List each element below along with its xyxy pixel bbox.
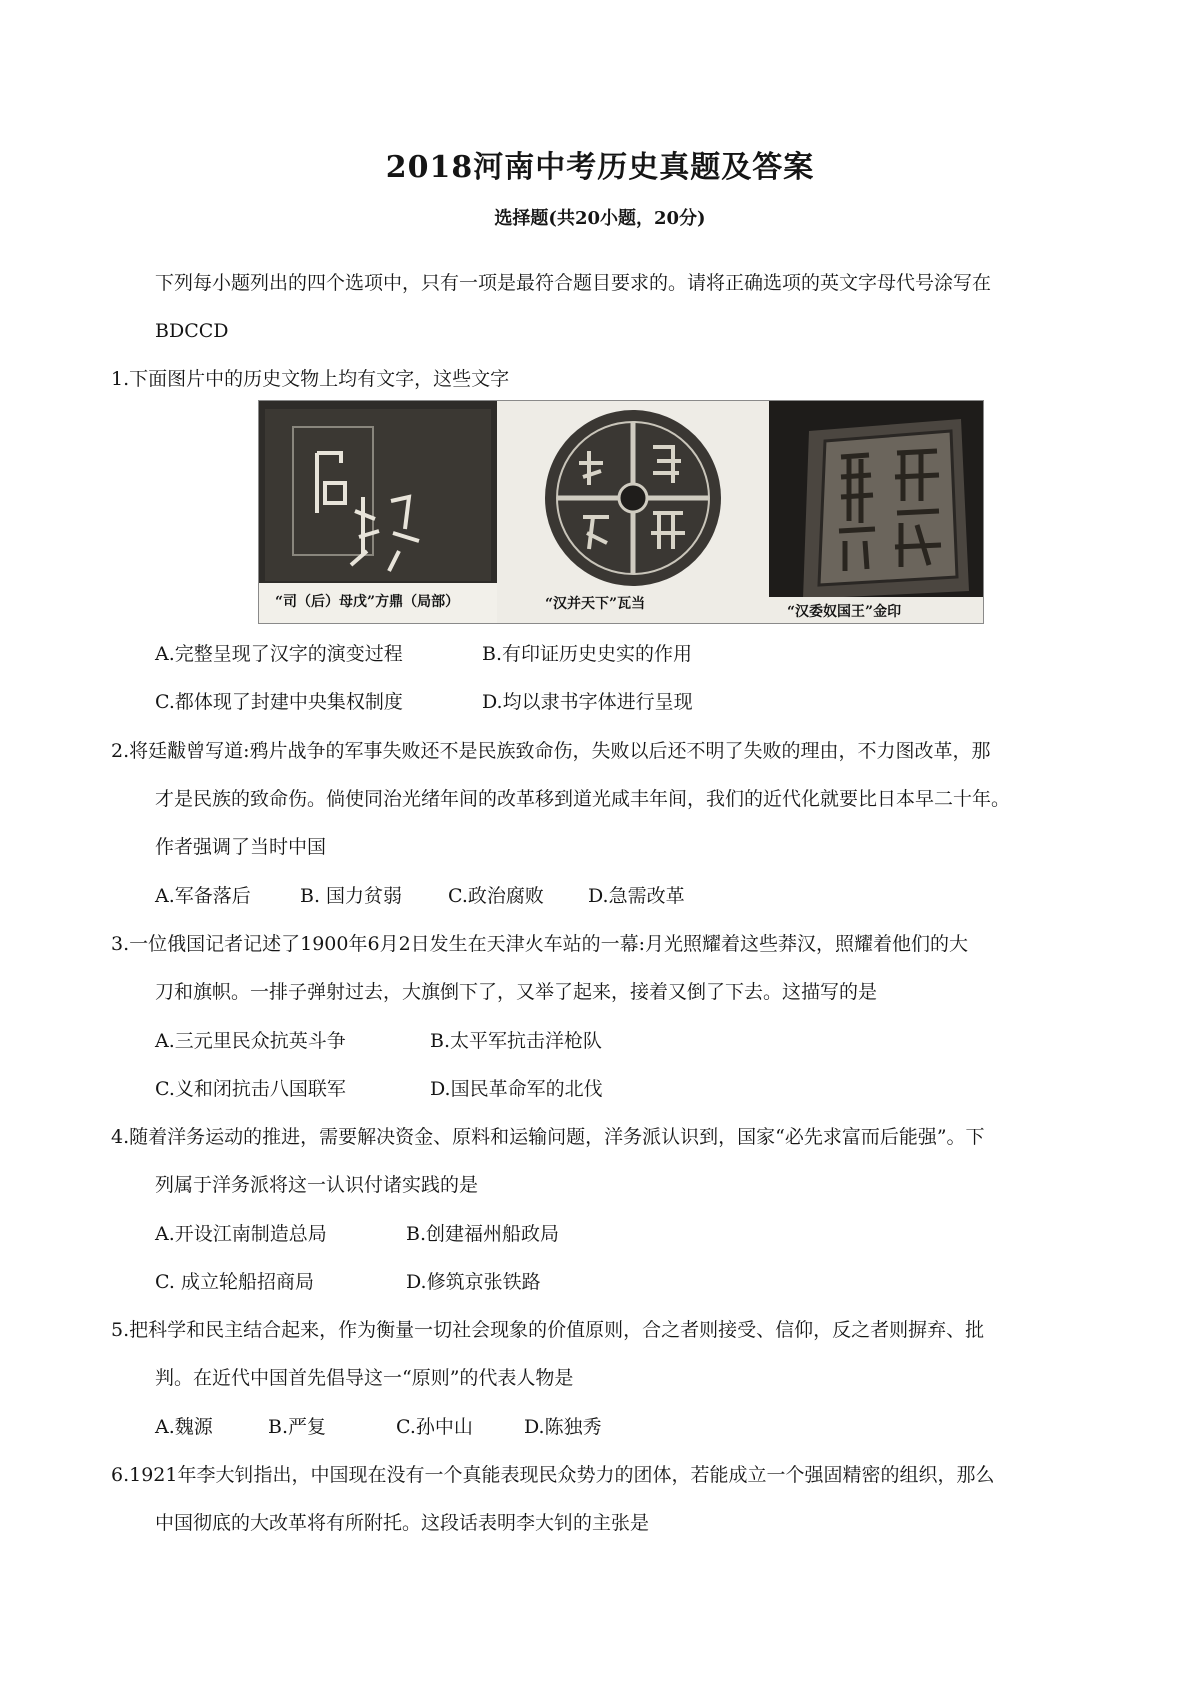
question-4-option-b: B.创建福州船政局	[406, 1223, 560, 1245]
artifact-photo-strip	[258, 400, 984, 624]
question-1-option-c: C.都体现了封建中央集权制度	[155, 691, 403, 713]
wadang-image	[497, 401, 769, 623]
question-4-stem-line-1: 4.随着洋务运动的推进，需要解决资金、原料和运输问题，洋务派认识到，国家“必先求富而后能强”。下	[111, 1126, 985, 1148]
question-2-stem-line-3: 作者强调了当时中国	[155, 836, 327, 858]
question-2-option-c: C.政治腐败	[448, 885, 544, 907]
question-3-stem-line-2: 刀和旗帜。一排子弹射过去，大旗倒下了，又举了起来，接着又倒了下去。这描写的是	[155, 981, 878, 1003]
instructions-line-1: 下列每小题列出的四个选项中，只有一项是最符合题目要求的。请将正确选项的英文字母代号涂写在	[155, 272, 992, 294]
ding-inscription-drawing	[259, 401, 497, 623]
instructions-line-2: BDCCD	[155, 320, 229, 342]
caption-ding: “司（后）母戊”方鼎（局部）	[275, 594, 460, 610]
question-1-option-a: A.完整呈现了汉字的演变过程	[155, 643, 403, 665]
question-5-stem-line-2: 判。在近代中国首先倡导这一“原则”的代表人物是	[155, 1367, 574, 1389]
question-2-stem-line-1: 2.将廷黻曾写道:鸦片战争的军事失败还不是民族致命伤，失败以后还不明了失败的理由，不力图改革，那	[111, 740, 991, 762]
question-3-option-d: D.国民革命军的北伐	[430, 1078, 603, 1100]
question-3-option-a: A.三元里民众抗英斗争	[155, 1030, 346, 1052]
question-5-stem-line-1: 5.把科学和民主结合起来，作为衡量一切社会现象的价值原则，合之者则接受、信仰，反之者则摒弃、批	[111, 1319, 985, 1341]
question-4-option-a: A.开设江南制造总局	[155, 1223, 327, 1245]
question-1-option-b: B.有印证历史史实的作用	[482, 643, 693, 665]
question-2-option-b: B. 国力贫弱	[300, 885, 403, 907]
section-subtitle: 选择题(共20小题，20分)	[494, 208, 706, 229]
question-6-stem-line-1: 6.1921年李大钊指出，中国现在没有一个真能表现民众势力的团体，若能成立一个强固精密的组织，那么	[111, 1464, 995, 1486]
gold-seal-drawing	[769, 401, 983, 623]
question-4-option-c: C. 成立轮船招商局	[155, 1271, 314, 1293]
question-2-option-a: A.军备落后	[155, 885, 251, 907]
question-4-stem-line-2: 列属于洋务派将这一认识付诸实践的是	[155, 1174, 479, 1196]
question-5-option-b: B.严复	[268, 1416, 327, 1438]
question-2-option-d: D.急需改革	[588, 885, 685, 907]
question-5-option-d: D.陈独秀	[524, 1416, 602, 1438]
question-1-stem: 1.下面图片中的历史文物上均有文字，这些文字	[111, 368, 510, 390]
question-6-stem-line-2: 中国彻底的大改革将有所附托。这段话表明李大钊的主张是	[155, 1512, 650, 1534]
gold-seal-image	[769, 401, 983, 623]
wadang-drawing	[497, 401, 769, 623]
question-4-option-d: D.修筑京张铁路	[406, 1271, 541, 1293]
ding-inscription-image	[259, 401, 497, 623]
caption-wadang: “汉并天下”瓦当	[545, 596, 646, 612]
question-1-option-d: D.均以隶书字体进行呈现	[482, 691, 693, 713]
caption-gold-seal: “汉委奴国王”金印	[787, 604, 902, 620]
question-3-option-b: B.太平军抗击洋枪队	[430, 1030, 603, 1052]
question-5-option-c: C.孙中山	[396, 1416, 473, 1438]
page-title: 2018河南中考历史真题及答案	[385, 150, 815, 185]
question-3-option-c: C.义和闭抗击八国联军	[155, 1078, 346, 1100]
question-2-stem-line-2: 才是民族的致命伤。倘使同治光绪年间的改革移到道光咸丰年间，我们的近代化就要比日本早二十年。	[155, 788, 1011, 810]
question-3-stem-line-1: 3.一位俄国记者记述了1900年6月2日发生在天津火车站的一幕:月光照耀着这些莽汉，照耀着他们的大	[111, 933, 969, 955]
question-5-option-a: A.魏源	[155, 1416, 213, 1438]
